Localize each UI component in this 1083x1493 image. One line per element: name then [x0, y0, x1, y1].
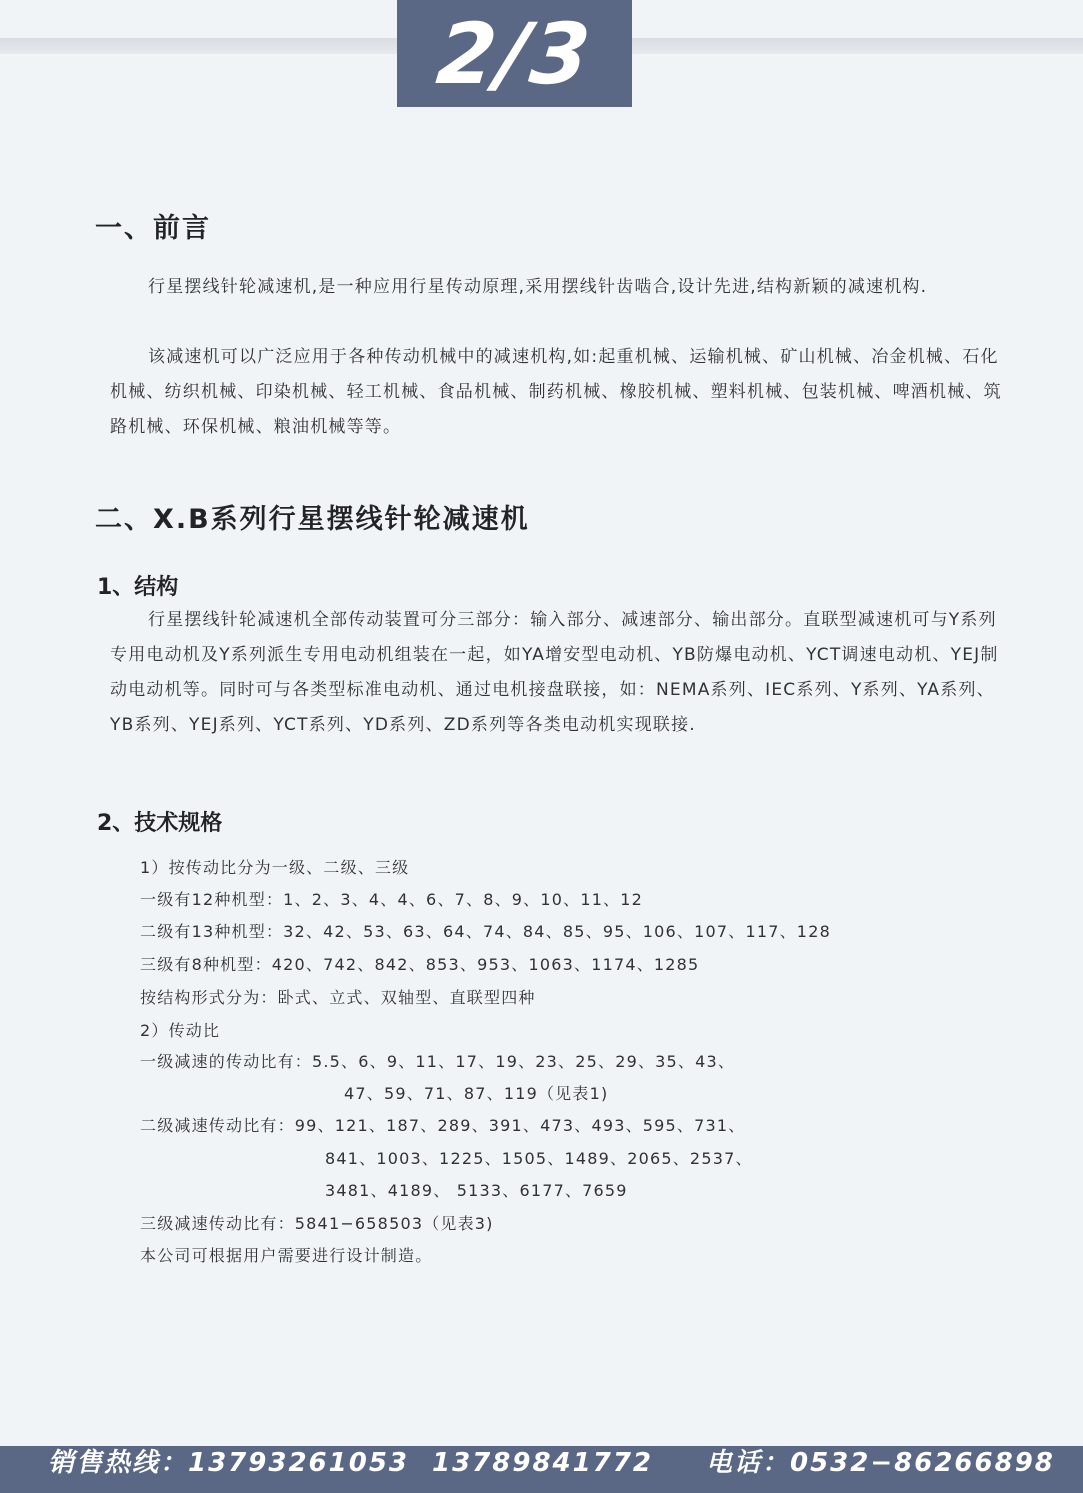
page-number-box: [397, 0, 632, 107]
page-number: 2/3: [432, 5, 597, 103]
section1-para2: [110, 340, 1010, 445]
spec-line: 三级有8种机型：420、742、842、853、953、1063、1174、1285: [140, 955, 700, 974]
section2-sub1-title: 1、结构: [97, 575, 179, 600]
section2-sub1-para: [110, 603, 1010, 743]
spec-line-continued: 47、59、71、87、119（见表1): [344, 1084, 609, 1103]
section1-para2-text: 该减速机可以广泛应用于各种传动机械中的减速机构,如:起重机械、运输机械、矿山机械、冶金机械、石化机械、纺织机械、印染机械、轻工机械、食品机械、制药机械、橡胶机械、塑料机械、包装机械、啤酒机械、筑路机械、环保机械、粮油机械等等。: [110, 347, 1002, 437]
spec-line: 2）传动比: [140, 1021, 221, 1040]
spec-line-continued: 841、1003、1225、1505、1489、2065、2537、: [325, 1149, 753, 1168]
spec-line: 按结构形式分为：卧式、立式、双轴型、直联型四种: [140, 988, 536, 1007]
spec-line: 二级有13种机型：32、42、53、63、64、74、84、85、95、106、107、117、128: [140, 922, 831, 941]
section2-sub1-para-text: 行星摆线针轮减速机全部传动装置可分三部分：输入部分、减速部分、输出部分。直联型减速机可与Y系列专用电动机及Y系列派生专用电动机组装在一起，如YA增安型电动机、YB防爆电动机、YCT调速电动机、YEJ制动电动机等。同时可与各类型标准电动机、通过电机接盘联接，如：NEMA系列、IEC系列、Y系列、YA系列、YB系列、YEJ系列、YCT系列、YD系列、ZD系列等各类电动机实现联接.: [110, 610, 999, 735]
section1-title: 一、前言: [95, 213, 211, 244]
section1-para1: [110, 270, 1010, 305]
section2-sub2-title: 2、技术规格: [97, 811, 223, 836]
spec-line: 二级减速传动比有：99、121、187、289、391、473、493、595、731、: [140, 1116, 746, 1135]
section2-title: 二、X.B系列行星摆线针轮减速机: [95, 504, 530, 535]
spec-line: 三级减速传动比有：5841−658503（见表3): [140, 1214, 494, 1233]
spec-line: 本公司可根据用户需要进行设计制造。: [140, 1246, 433, 1265]
spec-line: 一级减速的传动比有：5.5、6、9、11、17、19、23、25、29、35、43、: [140, 1052, 736, 1071]
sales-hotline-2: 13789841772: [432, 1448, 653, 1478]
phone-number: 电话：0532−86266898: [706, 1448, 1055, 1478]
spec-line: 1）按传动比分为一级、二级、三级: [140, 858, 410, 877]
sales-hotline: 销售热线：13793261053: [48, 1448, 409, 1478]
spec-line: 一级有12种机型：1、2、3、4、4、6、7、8、9、10、11、12: [140, 890, 644, 909]
spec-line-continued: 3481、4189、 5133、6177、7659: [325, 1181, 628, 1200]
section1-para1-text: 行星摆线针轮减速机,是一种应用行星传动原理,采用摆线针齿啮合,设计先进,结构新颖的减速机构.: [148, 277, 928, 297]
